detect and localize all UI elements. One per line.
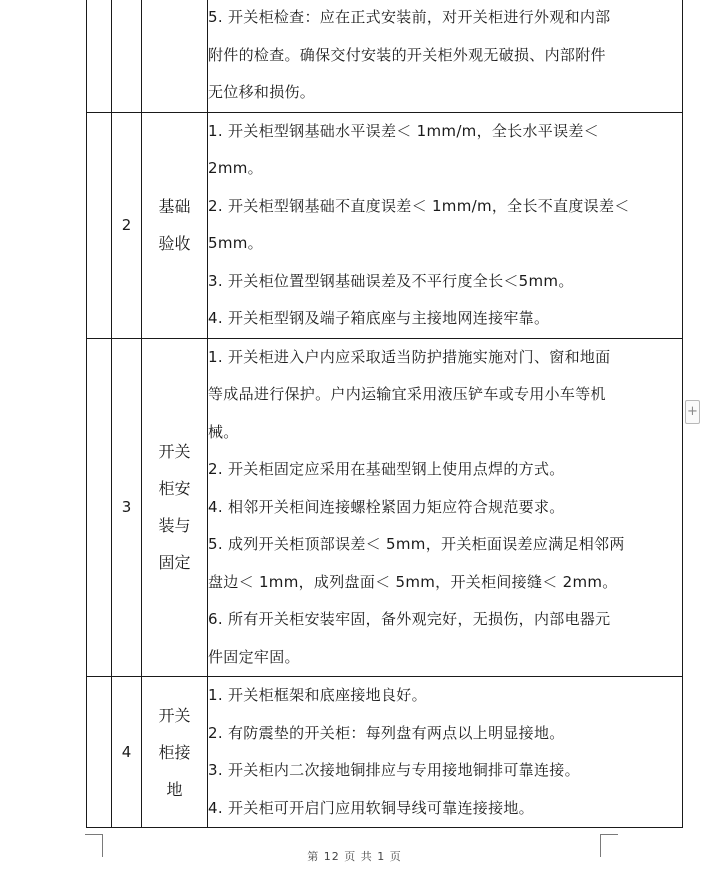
expand-plus-icon[interactable]: + <box>685 400 700 424</box>
requirement-line: 件固定牢固。 <box>208 647 300 666</box>
requirement-line: 4. 相邻开关柜间连接螺栓紧固力矩应符合规范要求。 <box>208 497 565 516</box>
requirement-line: 械。 <box>208 422 239 441</box>
requirement-line: 2. 开关柜固定应采用在基础型钢上使用点焊的方式。 <box>208 460 565 478</box>
requirement-line: 4. 开关柜可开启门应用软铜导线可靠连接接地。 <box>208 798 534 817</box>
blank-cell <box>87 112 112 338</box>
item-cell <box>142 677 208 828</box>
requirement-line: 附件的检查。确保交付安装的开关柜外观无破损、内部附件 <box>208 45 606 64</box>
requirement-line: 1. 开关柜型钢基础水平误差＜ 1mm/m，全长水平误差＜ <box>208 121 599 140</box>
requirements-cell <box>208 338 683 677</box>
requirements-cell <box>208 677 683 828</box>
requirement-line: 5mm。 <box>208 234 263 252</box>
table-row-3 <box>87 338 683 677</box>
requirement-line: 4. 开关柜型钢及端子箱底座与主接地网连接牢靠。 <box>208 309 550 327</box>
row-number: 3 <box>112 338 142 677</box>
table-row-2 <box>87 112 683 338</box>
blank-cell <box>87 0 112 112</box>
construction-spec-table <box>86 0 683 828</box>
page-footer: 第 12 页 共 1 页 <box>307 850 402 863</box>
requirement-line: 盘边＜ 1mm，成列盘面＜ 5mm，开关柜间接缝＜ 2mm。 <box>208 572 618 591</box>
requirements-cell <box>208 0 683 112</box>
item-label-line: 地 <box>166 779 183 799</box>
item-label-line: 开关 <box>158 705 191 725</box>
item-cell <box>142 0 208 112</box>
item-label-line: 固定 <box>158 553 191 573</box>
item-label-line: 柜接 <box>158 742 191 762</box>
requirement-line: 无位移和损伤。 <box>208 83 316 101</box>
item-label-line: 柜安 <box>158 479 191 499</box>
requirement-line: 3. 开关柜内二次接地铜排应与专用接地铜排可靠连接。 <box>208 761 580 779</box>
item-label-line: 基础 <box>158 197 191 216</box>
item-cell <box>142 112 208 338</box>
requirement-line: 6. 所有开关柜安装牢固，备外观完好，无损伤，内部电器元 <box>208 610 611 628</box>
table-row-1 <box>87 0 683 112</box>
requirement-line: 3. 开关柜位置型钢基础误差及不平行度全长＜5mm。 <box>208 271 574 290</box>
item-cell <box>142 338 208 677</box>
requirement-line: 1. 开关柜进入户内应采取适当防护措施实施对门、窗和地面 <box>208 347 611 366</box>
requirement-line: 5. 开关柜检查：应在正式安装前，对开关柜进行外观和内部 <box>208 8 611 26</box>
requirement-line: 2. 开关柜型钢基础不直度误差＜ 1mm/m，全长不直度误差＜ <box>208 196 630 215</box>
row-number: 4 <box>112 677 142 828</box>
requirement-line: 等成品进行保护。户内运输宜采用液压铲车或专用小车等机 <box>208 385 606 403</box>
item-label-line: 开关 <box>158 442 191 462</box>
requirement-line: 5. 成列开关柜顶部误差＜ 5mm，开关柜面误差应满足相邻两 <box>208 535 625 553</box>
item-label-line: 装与 <box>158 516 191 536</box>
row-number <box>112 0 142 112</box>
blank-cell <box>87 338 112 677</box>
blank-cell <box>87 677 112 828</box>
requirements-cell <box>208 112 683 338</box>
row-number: 2 <box>112 112 142 338</box>
requirement-line: 2. 有防震垫的开关柜：每列盘有两点以上明显接地。 <box>208 723 565 742</box>
table-row-4 <box>87 677 683 828</box>
requirement-line: 2mm。 <box>208 159 263 177</box>
item-label-line: 验收 <box>158 234 191 253</box>
requirement-line: 1. 开关柜框架和底座接地良好。 <box>208 686 427 704</box>
